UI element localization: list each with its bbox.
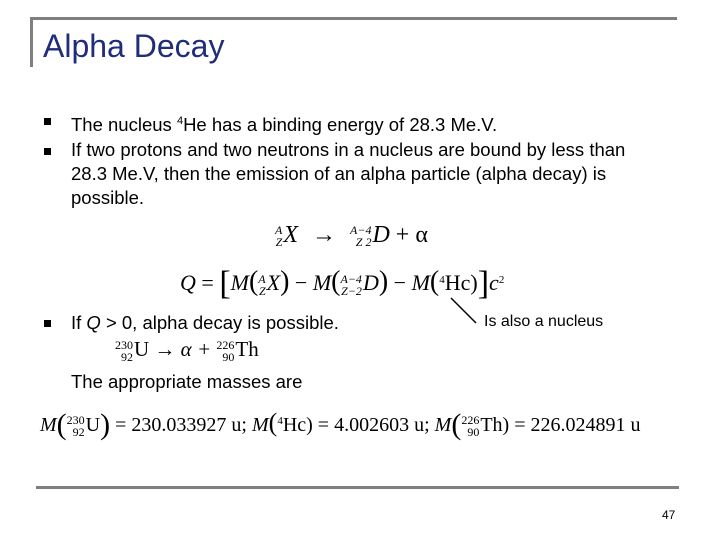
bullet-marker-2 (44, 148, 51, 155)
bullet-text-1 (71, 109, 497, 137)
q-x-indices: A Z (258, 271, 266, 298)
frame-left-line (30, 17, 33, 67)
bullet-3-q: Q (86, 312, 101, 333)
alpha-plus: α + (180, 337, 212, 361)
bullet-1-sup: 4 (176, 115, 184, 127)
q-d-indices: A−4 Z−2 (340, 271, 362, 298)
mass-th-value: = 226.024891 u (514, 414, 641, 436)
u-arrow: → (154, 337, 176, 361)
bullet-text-2: If two protons and two neutrons in a nucleus are bound by less than 28.3 Me.V, then the emission of an alpha particle (alpha decay) is possible. (71, 139, 626, 208)
minus-2: − (393, 270, 407, 295)
mass-he-value: = 4.002603 u; (317, 414, 430, 436)
bullet-text-3 (71, 311, 339, 335)
d-nuclide-indices: A−4 Z 2 (350, 223, 372, 250)
d-symbol: D (372, 222, 390, 248)
u-indices: 230 92 (115, 338, 133, 365)
uranium-decay-equation (115, 337, 259, 363)
bullet-3-post: > 0, alpha decay is possible. (105, 312, 339, 333)
frame-bottom-line (36, 486, 679, 489)
minus-1: − (294, 270, 308, 295)
arrow-symbol: → (312, 222, 337, 248)
th-indices: 226 90 (216, 338, 235, 365)
q-x-symbol: X (266, 270, 281, 295)
masses-intro-text: The appropriate masses are (71, 371, 303, 392)
mass-he-label: M (251, 414, 269, 436)
mass-th-indices: 226 90 (461, 413, 480, 440)
bullet-3-pre: If (71, 312, 82, 333)
mass-he-symbol: Hc) (282, 414, 313, 436)
bullet-1-start: The nucleus (71, 114, 172, 135)
u-symbol: U (134, 337, 150, 361)
equals-sign: = (201, 270, 214, 295)
mass-m-2: M (312, 270, 332, 295)
mass-m-1: M (230, 270, 249, 295)
c-squared-exponent: 2 (498, 274, 505, 286)
page-number: 47 (662, 508, 676, 522)
mass-m-3: M (411, 270, 430, 295)
mass-u-label: M (40, 414, 57, 436)
masses-equation: M( 230 92 U) = 230.033927 u; M($^4$Hc) = 4.002603 u; M( 226 90 Th) = 226.024891 u (40, 408, 641, 441)
q-d-symbol: D (362, 270, 379, 295)
decay-equation (275, 222, 428, 249)
slide-title: Alpha Decay (43, 28, 225, 64)
x-nuclide-indices: A Z (275, 223, 283, 250)
bullet-marker-1 (44, 118, 51, 125)
c-symbol: c (489, 270, 499, 295)
annotation-note: Is also a nucleus (484, 313, 604, 330)
mass-th-symbol: Th) (480, 414, 510, 436)
x-symbol: X (283, 222, 299, 248)
mass-u-symbol: U (85, 414, 101, 436)
mass-he-mass-number: 4 (277, 415, 283, 427)
left-bracket: [ (219, 265, 231, 302)
q-symbol: Q (180, 270, 196, 295)
right-bracket: ] (477, 265, 490, 302)
bullet-marker-3 (44, 320, 51, 327)
mass-th-label: M (434, 414, 452, 436)
bullet-1-rest: He has a binding energy of 28.3 Me.V. (183, 114, 498, 135)
he-mass-number: 4 (439, 274, 445, 286)
plus-alpha: + α (395, 222, 428, 248)
q-value-equation: Q = [M( A Z X) − M( A−4 Z−2 $D) - M(^4Hc)]c^2$ (180, 265, 505, 302)
he-symbol: Hc) (444, 270, 478, 295)
th-symbol: Th (235, 337, 259, 361)
mass-u-indices: 230 92 (66, 413, 85, 440)
frame-top-line (30, 17, 677, 20)
mass-u-value: = 230.033927 u; (115, 414, 247, 436)
